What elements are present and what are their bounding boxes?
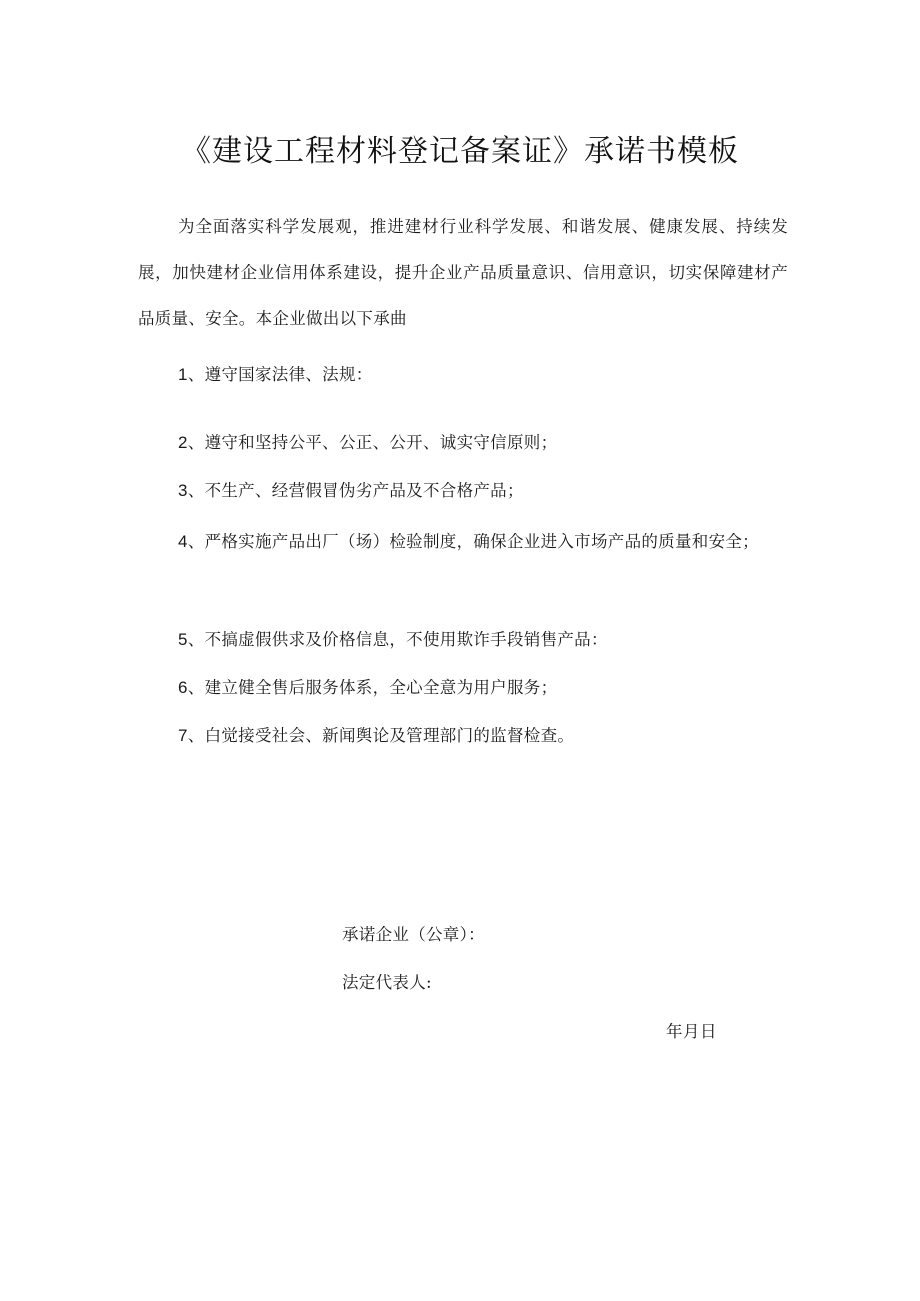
item-number: 4 — [178, 532, 188, 551]
item-number: 7 — [178, 726, 188, 745]
legal-representative-label: 法定代表人: — [342, 973, 432, 992]
item-number: 2 — [178, 433, 188, 452]
item-text: 、白觉接受社会、新闻舆论及管理部门的监督检查。 — [187, 726, 575, 745]
commitment-item-5 — [138, 617, 788, 663]
item-text: 、遵守和坚持公平、公正、公开、诚实守信原则； — [187, 433, 558, 452]
item-text: 、建立健全售后服务体系，全心全意为用户服务； — [187, 678, 558, 697]
commitment-item-4 — [138, 519, 788, 565]
document-title: 《建设工程材料登记备案证》承诺书模板 — [181, 134, 739, 169]
commitment-item-6 — [138, 665, 788, 711]
commitment-item-3 — [138, 468, 788, 514]
commitment-item-2 — [138, 420, 788, 466]
intro-paragraph: 为全面落实科学发展观，推进建材行业科学发展、和谐发展、健康发展、持续发展，加快建材企业信用体系建设，提升企业产品质量意识、信用意识，切实保障建材产品质量、安全。本企业做出以下承曲 — [138, 217, 788, 328]
commitment-item-7 — [138, 713, 788, 759]
commitment-item-1 — [138, 352, 788, 398]
item-text: 、严格实施产品出厂（场）检验制度，确保企业进入市场产品的质量和安全； — [187, 532, 759, 551]
item-number: 1 — [178, 365, 188, 384]
item-text: 、不生产、经营假冒伪劣产品及不合格产品； — [187, 481, 524, 500]
item-number: 6 — [178, 678, 188, 697]
company-seal-label: 承诺企业（公章）： — [342, 925, 485, 944]
item-text: 、不搞虚假供求及价格信息，不使用欺诈手段销售产品： — [187, 630, 608, 649]
item-number: 3 — [178, 481, 188, 500]
date-label: 年月日 — [666, 1022, 717, 1041]
item-number: 5 — [178, 630, 188, 649]
item-text: 、遵守国家法律、法规： — [187, 365, 373, 384]
